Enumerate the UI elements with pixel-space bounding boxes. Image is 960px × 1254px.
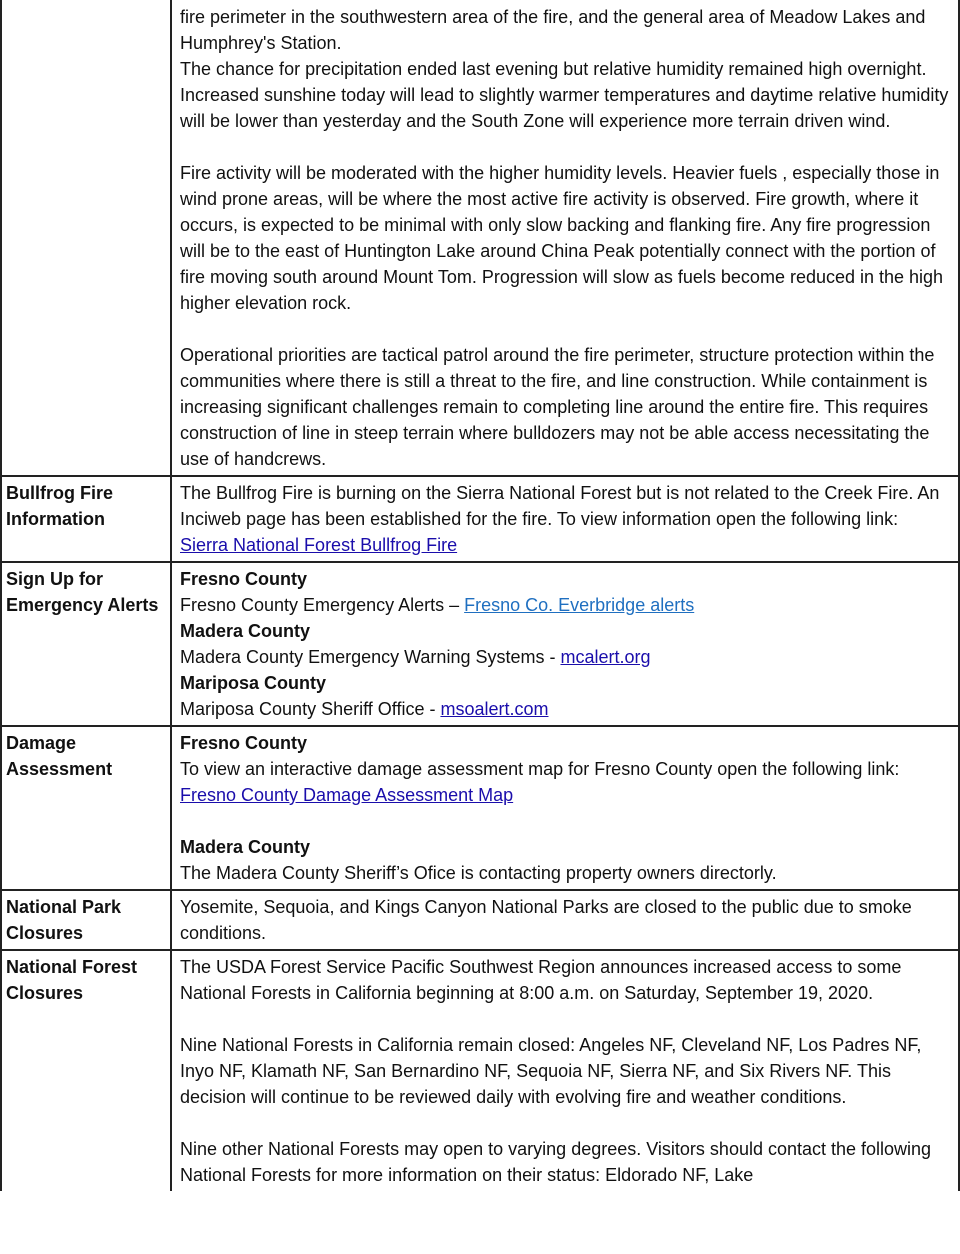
weather-paragraph: The chance for precipitation ended last evening but relative humidity remained high overnight. Increased sunshine today will lead to slightly warmer temperatures and daytime relative humidity will be lower than yesterday and the South Zone will experience more terrain driven wind. — [180, 59, 949, 131]
madera-alerts-text: Madera County Emergency Warning Systems - — [180, 647, 561, 667]
row-content-fire-behavior — [171, 0, 959, 476]
bullfrog-paragraph — [180, 480, 950, 558]
fresno-alerts-line — [180, 592, 950, 618]
row-content-alerts — [171, 562, 959, 726]
bullfrog-text: The Bullfrog Fire is burning on the Sierra National Forest but is not related to the Creek Fire. An Inciweb page has been established for the fire. To view information open the following link: — [180, 483, 940, 529]
paragraph-spacer — [180, 808, 950, 834]
table-row-park-closures — [1, 890, 959, 950]
row-label-forest-closures: National Forest Closures — [1, 950, 171, 1191]
row-content-bullfrog — [171, 476, 959, 562]
fresno-alerts-text: Fresno County Emergency Alerts – — [180, 595, 465, 615]
row-label-damage: Damage Assessment — [1, 726, 171, 890]
row-label-bullfrog: Bullfrog Fire Information — [1, 476, 171, 562]
table-row-alerts — [1, 562, 959, 726]
damage-map-link[interactable]: Fresno County Damage Assessment Map — [180, 785, 514, 805]
forest-open-paragraph: Nine other National Forests may open to varying degrees. Visitors should contact the following National Forests for more information on their status: Eldorado NF, Lake — [180, 1139, 932, 1185]
table-row-damage — [1, 726, 959, 890]
park-closures-text: Yosemite, Sequoia, and Kings Canyon National Parks are closed to the public due to smoke conditions. — [180, 897, 912, 943]
operational-priorities-paragraph: Operational priorities are tactical patrol around the fire perimeter, structure protection within the communities where there is still a threat to the fire, and line construction. While containment is increasing significant challenges remain to completing line around the entire fire. This requires construction of line in steep terrain where bulldozers may not be able access necessitating the use of handcrews. — [180, 345, 935, 469]
mcalert-link[interactable]: mcalert.org — [560, 647, 651, 667]
row-label-alerts: Sign Up for Emergency Alerts — [1, 562, 171, 726]
table-row-bullfrog — [1, 476, 959, 562]
damage-madera-text: The Madera County Sheriff’s Ofice is contacting property owners directorly. — [180, 863, 777, 883]
damage-fresno-heading: Fresno County — [180, 733, 308, 753]
paragraph-spacer — [180, 1110, 950, 1136]
table-row-fire-behavior — [1, 0, 959, 476]
fire-activity-paragraph: Fire activity will be moderated with the higher humidity levels. Heavier fuels , especially those in wind prone areas, will be where the most active fire activity is observed. Fire growth, where it occurs, is expected to be minimal with only slow backing and flanking fire. Any fire progression will be to the east of Huntington Lake around China Peak potentially connect with the portion of fire moving south around Mount Tom. Progression will slow as fuels become reduced in the high higher elevation rock. — [180, 163, 944, 313]
fresno-everbridge-link[interactable]: Fresno Co. Everbridge alerts — [464, 595, 695, 615]
mariposa-alerts-line — [180, 696, 950, 722]
forest-closed-paragraph: Nine National Forests in California remain closed: Angeles NF, Cleveland NF, Los Padres NF, Inyo NF, Klamath NF, San Bernardino NF, Sequoia NF, Sierra NF, and Six Rivers NF. This decision will continue to be reviewed daily with evolving fire and weather conditions. — [180, 1035, 922, 1107]
damage-fresno-text: To view an interactive damage assessment map for Fresno County open the following link: — [180, 759, 900, 779]
damage-madera-heading: Madera County — [180, 837, 311, 857]
table-row-forest-closures — [1, 950, 959, 1191]
row-label-empty — [1, 0, 171, 476]
perimeter-paragraph: fire perimeter in the southwestern area of the fire, and the general area of Meadow Lakes and Humphrey's Station. — [180, 7, 926, 53]
row-content-park-closures — [171, 890, 959, 950]
fresno-county-heading: Fresno County — [180, 569, 308, 589]
row-content-forest-closures — [171, 950, 959, 1191]
mariposa-alerts-text: Mariposa County Sheriff Office - — [180, 699, 441, 719]
bullfrog-link[interactable]: Sierra National Forest Bullfrog Fire — [180, 535, 458, 555]
paragraph-spacer — [180, 316, 950, 342]
madera-county-heading: Madera County — [180, 621, 311, 641]
damage-fresno-paragraph — [180, 756, 950, 808]
msoalert-link[interactable]: msoalert.com — [440, 699, 549, 719]
madera-alerts-line — [180, 644, 950, 670]
forest-access-paragraph: The USDA Forest Service Pacific Southwest Region announces increased access to some National Forests in California beginning at 8:00 a.m. on Saturday, September 19, 2020. — [180, 957, 902, 1003]
paragraph-spacer — [180, 134, 950, 160]
row-content-damage — [171, 726, 959, 890]
paragraph-spacer — [180, 1006, 950, 1032]
row-label-park-closures: National Park Closures — [1, 890, 171, 950]
mariposa-county-heading: Mariposa County — [180, 673, 327, 693]
